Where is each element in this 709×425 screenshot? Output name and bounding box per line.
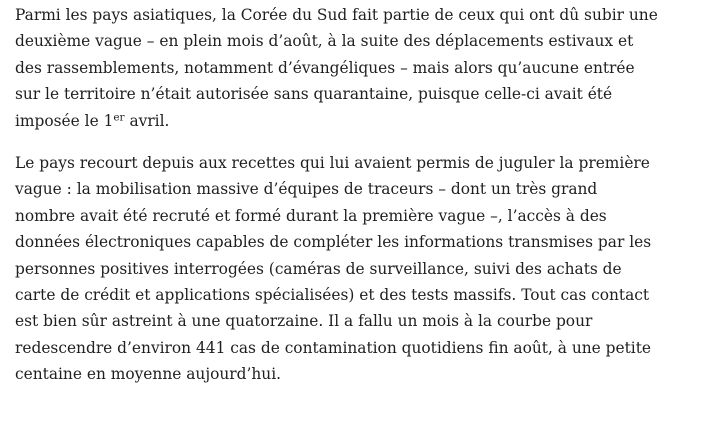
text-line: deuxième vague – en plein mois d’août, à la suite des déplacements estivaux et bbox=[15, 32, 634, 51]
text-fragment: avril. bbox=[124, 111, 170, 130]
text-line: est bien sûr astreint à une quatorzaine. Il a fallu un mois à la courbe pour bbox=[15, 312, 593, 331]
text-line-with-superscript bbox=[15, 108, 700, 134]
text-line: nombre avait été recruté et formé durant la première vague –, l’accès à des bbox=[15, 206, 607, 225]
text-line: vague : la mobilisation massive d’équipes de traceurs – dont un très grand bbox=[15, 180, 598, 199]
ordinal-superscript: er bbox=[113, 110, 125, 123]
text-line: personnes positives interrogées (caméras de surveillance, suivi des achats de bbox=[15, 259, 622, 278]
article-body bbox=[15, 2, 700, 388]
text-line: sur le territoire n’était autorisée sans quarantaine, puisque celle-ci avait été bbox=[15, 85, 613, 104]
text-line: redescendre d’environ 441 cas de contamination quotidiens fin août, à une petite bbox=[15, 338, 651, 357]
text-line: Parmi les pays asiatiques, la Corée du Sud fait partie de ceux qui ont dû subir une bbox=[15, 6, 658, 24]
text-line: centaine en moyenne aujourd’hui. bbox=[15, 365, 282, 384]
text-line: des rassemblements, notamment d’évangéliques – mais alors qu’aucune entrée bbox=[15, 58, 635, 77]
text-line: carte de crédit et applications spécialisées) et des tests massifs. Tout cas contact bbox=[15, 286, 650, 305]
text-line: Le pays recourt depuis aux recettes qui lui avaient permis de juguler la première bbox=[15, 154, 650, 173]
paragraph-contact-tracing bbox=[15, 150, 700, 388]
text-fragment: imposée le 1 bbox=[15, 111, 114, 130]
text-line: données électroniques capables de compléter les informations transmises par les bbox=[15, 233, 652, 252]
paragraph-korea-second-wave bbox=[15, 2, 700, 134]
